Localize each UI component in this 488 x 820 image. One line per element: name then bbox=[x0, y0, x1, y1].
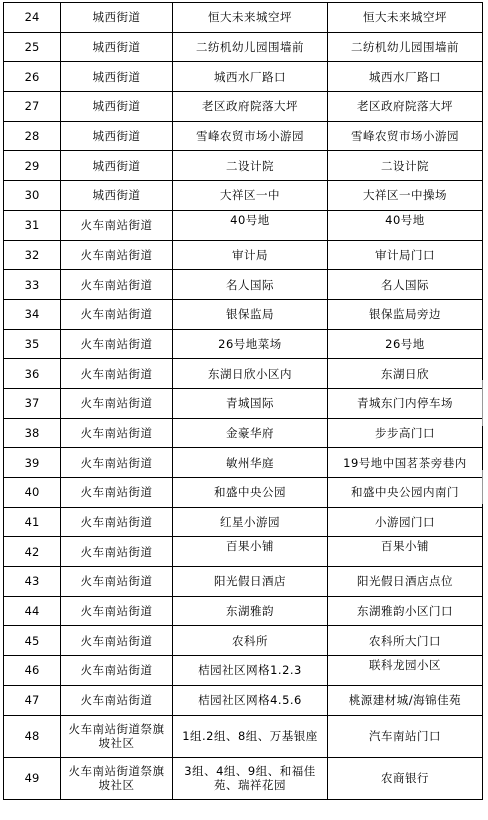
location-cell: 城西水厂路口 bbox=[173, 62, 328, 92]
street-cell: 城西街道 bbox=[61, 3, 173, 33]
site-point-cell: 恒大未来城空坪 bbox=[328, 3, 483, 33]
street-cell: 火车南站街道 bbox=[61, 448, 173, 478]
row-number-cell: 45 bbox=[4, 626, 61, 656]
row-number-cell: 47 bbox=[4, 685, 61, 715]
site-point-cell: 城西水厂路口 bbox=[328, 62, 483, 92]
table-row bbox=[4, 418, 483, 448]
table-row bbox=[4, 478, 483, 508]
location-cell: 40号地 bbox=[173, 210, 328, 240]
street-cell: 火车南站街道 bbox=[61, 270, 173, 300]
table-row bbox=[4, 121, 483, 151]
table-row bbox=[4, 210, 483, 240]
table-row bbox=[4, 329, 483, 359]
street-cell: 火车南站街道 bbox=[61, 507, 173, 537]
table-row bbox=[4, 32, 483, 62]
table-row bbox=[4, 537, 483, 567]
row-number-cell: 36 bbox=[4, 359, 61, 389]
location-cell: 金豪华府 bbox=[173, 418, 328, 448]
table-row bbox=[4, 151, 483, 181]
row-number-cell: 39 bbox=[4, 448, 61, 478]
row-number-cell: 41 bbox=[4, 507, 61, 537]
table-row bbox=[4, 656, 483, 686]
table-row bbox=[4, 299, 483, 329]
row-number-cell: 44 bbox=[4, 596, 61, 626]
table-row bbox=[4, 181, 483, 211]
row-number-cell: 43 bbox=[4, 567, 61, 597]
site-point-cell: 青城东门内停车场 bbox=[328, 388, 483, 418]
location-cell: 百果小铺 bbox=[173, 537, 328, 567]
site-point-cell: 19号地中国茗茶旁巷内 bbox=[328, 448, 483, 478]
location-cell: 农科所 bbox=[173, 626, 328, 656]
street-cell: 火车南站街道 bbox=[61, 537, 173, 567]
street-cell: 火车南站街道 bbox=[61, 626, 173, 656]
site-point-cell: 名人国际 bbox=[328, 270, 483, 300]
row-number-cell: 48 bbox=[4, 715, 61, 757]
location-cell: 敏州华庭 bbox=[173, 448, 328, 478]
table-row bbox=[4, 240, 483, 270]
site-point-cell: 东湖日欣 bbox=[328, 359, 483, 389]
street-cell: 火车南站街道 bbox=[61, 210, 173, 240]
street-cell: 火车南站街道 bbox=[61, 685, 173, 715]
street-cell: 火车南站街道祭旗坡社区 bbox=[61, 715, 173, 757]
location-cell: 东湖日欣小区内 bbox=[173, 359, 328, 389]
site-point-cell: 阳光假日酒店点位 bbox=[328, 567, 483, 597]
location-cell: 恒大未来城空坪 bbox=[173, 3, 328, 33]
page-edge-mark bbox=[482, 470, 483, 504]
street-cell: 火车南站街道 bbox=[61, 299, 173, 329]
site-point-cell: 审计局门口 bbox=[328, 240, 483, 270]
row-number-cell: 26 bbox=[4, 62, 61, 92]
row-number-cell: 46 bbox=[4, 656, 61, 686]
row-number-cell: 31 bbox=[4, 210, 61, 240]
location-cell: 名人国际 bbox=[173, 270, 328, 300]
location-cell: 红星小游园 bbox=[173, 507, 328, 537]
site-point-cell: 东湖雅韵小区门口 bbox=[328, 596, 483, 626]
street-cell: 城西街道 bbox=[61, 92, 173, 122]
row-number-cell: 49 bbox=[4, 757, 61, 799]
street-cell: 火车南站街道 bbox=[61, 656, 173, 686]
row-number-cell: 42 bbox=[4, 537, 61, 567]
site-point-cell: 联科龙园小区 bbox=[328, 656, 483, 686]
table-row bbox=[4, 596, 483, 626]
row-number-cell: 30 bbox=[4, 181, 61, 211]
site-point-cell: 雪峰农贸市场小游园 bbox=[328, 121, 483, 151]
site-point-cell: 银保监局旁边 bbox=[328, 299, 483, 329]
location-cell: 1组.2组、8组、万基银座 bbox=[173, 715, 328, 757]
site-point-cell: 二纺机幼儿园围墙前 bbox=[328, 32, 483, 62]
location-cell: 桔园社区网格4.5.6 bbox=[173, 685, 328, 715]
site-point-cell: 桃源建材城/海锦佳苑 bbox=[328, 685, 483, 715]
street-cell: 火车南站街道祭旗坡社区 bbox=[61, 757, 173, 799]
street-cell: 火车南站街道 bbox=[61, 240, 173, 270]
table-row bbox=[4, 507, 483, 537]
site-point-cell: 26号地 bbox=[328, 329, 483, 359]
street-cell: 火车南站街道 bbox=[61, 567, 173, 597]
site-point-cell: 汽车南站门口 bbox=[328, 715, 483, 757]
row-number-cell: 28 bbox=[4, 121, 61, 151]
site-point-cell: 和盛中央公园内南门 bbox=[328, 478, 483, 508]
table-row bbox=[4, 92, 483, 122]
street-cell: 城西街道 bbox=[61, 32, 173, 62]
row-number-cell: 27 bbox=[4, 92, 61, 122]
location-cell: 雪峰农贸市场小游园 bbox=[173, 121, 328, 151]
site-point-cell: 农商银行 bbox=[328, 757, 483, 799]
table-row bbox=[4, 685, 483, 715]
site-point-cell: 老区政府院落大坪 bbox=[328, 92, 483, 122]
location-cell: 二设计院 bbox=[173, 151, 328, 181]
table-row bbox=[4, 715, 483, 757]
street-cell: 城西街道 bbox=[61, 181, 173, 211]
table-row bbox=[4, 270, 483, 300]
site-point-cell: 百果小铺 bbox=[328, 537, 483, 567]
table-row bbox=[4, 757, 483, 799]
row-number-cell: 40 bbox=[4, 478, 61, 508]
table-row bbox=[4, 626, 483, 656]
site-point-cell: 小游园门口 bbox=[328, 507, 483, 537]
page-edge-mark bbox=[482, 380, 483, 426]
table-row bbox=[4, 3, 483, 33]
row-number-cell: 25 bbox=[4, 32, 61, 62]
location-cell: 3组、4组、9组、和福佳苑、瑞祥花园 bbox=[173, 757, 328, 799]
location-cell: 二纺机幼儿园围墙前 bbox=[173, 32, 328, 62]
table-row bbox=[4, 448, 483, 478]
test-site-table bbox=[3, 2, 483, 800]
location-cell: 26号地菜场 bbox=[173, 329, 328, 359]
table-row bbox=[4, 388, 483, 418]
location-cell: 审计局 bbox=[173, 240, 328, 270]
street-cell: 火车南站街道 bbox=[61, 596, 173, 626]
location-cell: 桔园社区网格1.2.3 bbox=[173, 656, 328, 686]
row-number-cell: 24 bbox=[4, 3, 61, 33]
table-row bbox=[4, 567, 483, 597]
location-cell: 老区政府院落大坪 bbox=[173, 92, 328, 122]
location-cell: 阳光假日酒店 bbox=[173, 567, 328, 597]
table-body bbox=[4, 3, 483, 800]
site-point-cell: 大祥区一中操场 bbox=[328, 181, 483, 211]
location-cell: 青城国际 bbox=[173, 388, 328, 418]
row-number-cell: 38 bbox=[4, 418, 61, 448]
street-cell: 火车南站街道 bbox=[61, 388, 173, 418]
street-cell: 火车南站街道 bbox=[61, 418, 173, 448]
row-number-cell: 33 bbox=[4, 270, 61, 300]
row-number-cell: 35 bbox=[4, 329, 61, 359]
street-cell: 火车南站街道 bbox=[61, 359, 173, 389]
location-cell: 大祥区一中 bbox=[173, 181, 328, 211]
site-point-cell: 步步高门口 bbox=[328, 418, 483, 448]
table-row bbox=[4, 359, 483, 389]
row-number-cell: 34 bbox=[4, 299, 61, 329]
row-number-cell: 29 bbox=[4, 151, 61, 181]
location-cell: 银保监局 bbox=[173, 299, 328, 329]
street-cell: 城西街道 bbox=[61, 62, 173, 92]
site-point-cell: 二设计院 bbox=[328, 151, 483, 181]
location-cell: 东湖雅韵 bbox=[173, 596, 328, 626]
table-row bbox=[4, 62, 483, 92]
row-number-cell: 37 bbox=[4, 388, 61, 418]
street-cell: 城西街道 bbox=[61, 121, 173, 151]
street-cell: 城西街道 bbox=[61, 151, 173, 181]
row-number-cell: 32 bbox=[4, 240, 61, 270]
street-cell: 火车南站街道 bbox=[61, 329, 173, 359]
site-point-cell: 农科所大门口 bbox=[328, 626, 483, 656]
site-point-cell: 40号地 bbox=[328, 210, 483, 240]
location-cell: 和盛中央公园 bbox=[173, 478, 328, 508]
street-cell: 火车南站街道 bbox=[61, 478, 173, 508]
